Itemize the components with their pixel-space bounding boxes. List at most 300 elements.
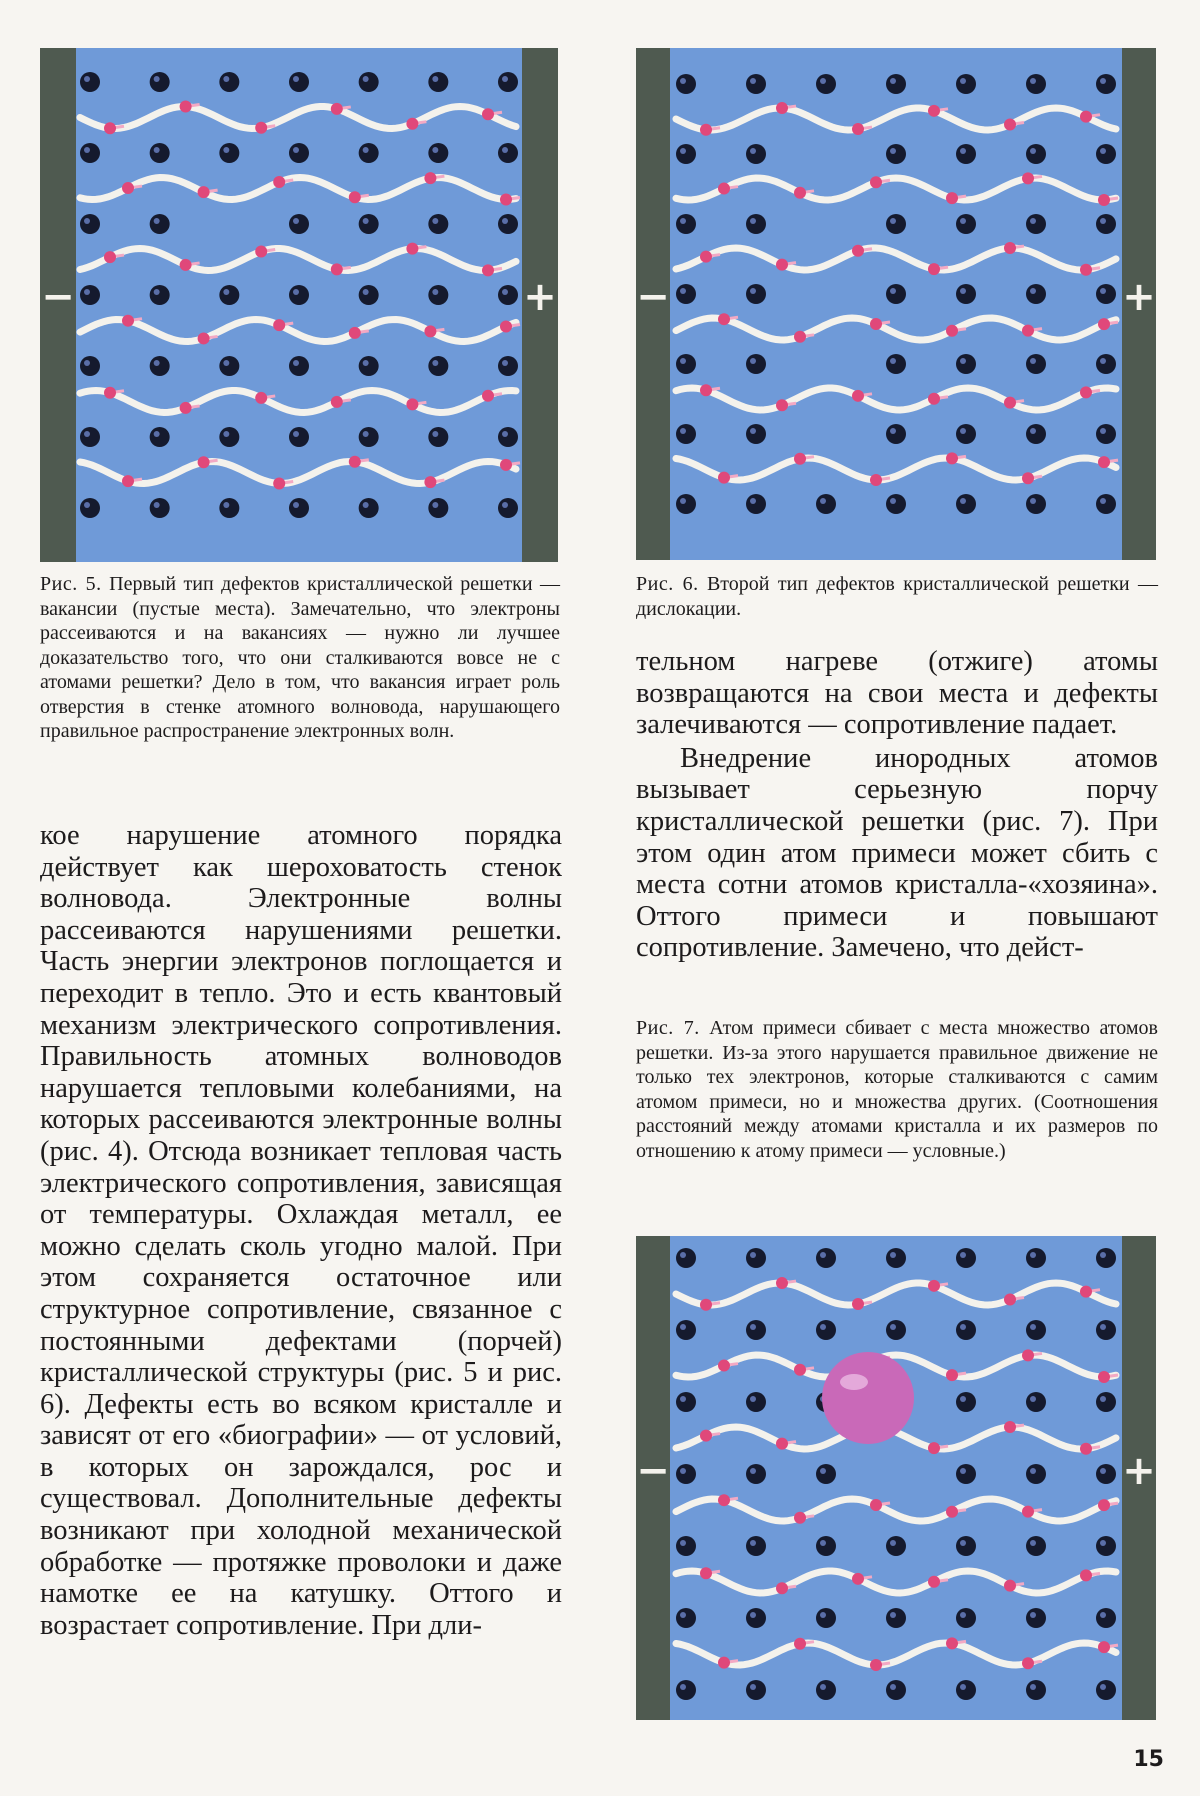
atom-highlight	[363, 218, 369, 224]
lattice-atom	[289, 72, 309, 92]
lattice-atom	[80, 498, 100, 518]
electron	[852, 1298, 864, 1310]
electron	[1004, 1580, 1016, 1592]
electron	[1098, 1641, 1110, 1653]
lattice-atom	[746, 144, 766, 164]
atom-highlight	[960, 1612, 966, 1618]
lattice-atom	[289, 214, 309, 234]
lattice-atom	[676, 494, 696, 514]
atom-highlight	[750, 1252, 756, 1258]
atom-highlight	[960, 1396, 966, 1402]
lattice-atom	[816, 1608, 836, 1628]
electron	[852, 123, 864, 135]
lattice-atom	[498, 285, 518, 305]
electron	[1080, 1569, 1092, 1581]
lattice-atom	[886, 424, 906, 444]
plus-sign: +	[1122, 274, 1156, 320]
electron	[776, 1582, 788, 1594]
electron	[331, 263, 343, 275]
lattice-7	[676, 1248, 1118, 1700]
atom-highlight	[1100, 1252, 1106, 1258]
electron	[928, 105, 940, 117]
electron	[1004, 1421, 1016, 1433]
atom-highlight	[432, 502, 438, 508]
figure-7-caption	[636, 1016, 1158, 1163]
electron	[700, 1299, 712, 1311]
electron	[331, 396, 343, 408]
lattice-5	[80, 72, 520, 518]
atom-highlight	[960, 218, 966, 224]
lattice-atom	[676, 354, 696, 374]
lattice-atom	[886, 1536, 906, 1556]
atom-highlight	[363, 502, 369, 508]
electron	[122, 182, 134, 194]
lattice-atom	[956, 354, 976, 374]
electron	[794, 187, 806, 199]
lattice-atom	[816, 1248, 836, 1268]
atom-highlight	[502, 360, 508, 366]
atom-highlight	[293, 502, 299, 508]
minus-sign: −	[636, 1448, 670, 1494]
lattice-atom	[746, 1608, 766, 1628]
lattice-atom	[1026, 1248, 1046, 1268]
electron	[794, 1638, 806, 1650]
lattice-atom	[219, 285, 239, 305]
electron	[424, 325, 436, 337]
lattice-atom	[1026, 424, 1046, 444]
electron	[700, 124, 712, 136]
electron	[718, 472, 730, 484]
atom-highlight	[293, 431, 299, 437]
lattice-atom	[956, 1392, 976, 1412]
lattice-atom	[498, 498, 518, 518]
electron	[870, 176, 882, 188]
atom-highlight	[293, 360, 299, 366]
lattice-atom	[428, 72, 448, 92]
electron	[1022, 1506, 1034, 1518]
lattice-atom	[1096, 214, 1116, 234]
electron	[273, 176, 285, 188]
lattice-atom	[219, 427, 239, 447]
electron	[104, 387, 116, 399]
electron	[1080, 264, 1092, 276]
atom-highlight	[890, 1684, 896, 1690]
atom-highlight	[502, 502, 508, 508]
atom-highlight	[1030, 218, 1036, 224]
atom-highlight	[432, 76, 438, 82]
lattice-atom	[80, 285, 100, 305]
atom-highlight	[960, 428, 966, 434]
atom-highlight	[960, 1468, 966, 1474]
electron	[349, 456, 361, 468]
lattice-atom	[676, 144, 696, 164]
lattice-atom	[1096, 1680, 1116, 1700]
atom-highlight	[1100, 288, 1106, 294]
lattice-atom	[746, 354, 766, 374]
atom-highlight	[363, 147, 369, 153]
figure-5-caption	[40, 572, 560, 744]
lattice-atom	[498, 72, 518, 92]
atom-highlight	[363, 76, 369, 82]
figure-5-vacancies	[40, 48, 558, 562]
lattice-atom	[886, 354, 906, 374]
lattice-atom	[219, 72, 239, 92]
electron	[198, 456, 210, 468]
plus-sign: +	[1122, 1448, 1156, 1494]
lattice-atom	[956, 214, 976, 234]
caption-text: Атом примеси сбивает с места множество атомов решетки. Из-за этого нарушается правильное движение не только тех электронов, которые сталкиваются с самим атомом примеси, но и множества других. (Соотношения расстояний между атомами кристалла и их размеров по отношению к атому примеси — условные.)	[636, 1017, 1158, 1162]
electron	[349, 327, 361, 339]
electron	[1004, 1294, 1016, 1306]
electron	[1004, 242, 1016, 254]
atom-highlight	[890, 358, 896, 364]
atom-highlight	[1100, 1468, 1106, 1474]
lattice-atom	[816, 1536, 836, 1556]
electron	[104, 122, 116, 134]
lattice-atom	[676, 1536, 696, 1556]
lattice-atom	[1096, 1392, 1116, 1412]
atom-highlight	[750, 428, 756, 434]
lattice-atom	[1026, 214, 1046, 234]
lattice-atom	[886, 144, 906, 164]
atom-highlight	[960, 358, 966, 364]
lattice-atom	[80, 143, 100, 163]
lattice-atom	[1026, 144, 1046, 164]
left-column	[40, 820, 562, 1641]
atom-highlight	[84, 289, 90, 295]
electron	[198, 186, 210, 198]
atom-highlight	[363, 289, 369, 295]
caption-prefix: Рис. 6.	[636, 573, 699, 595]
atom-highlight	[820, 1468, 826, 1474]
atom-highlight	[680, 78, 686, 84]
atom-highlight	[1100, 1684, 1106, 1690]
atom-highlight	[820, 1324, 826, 1330]
atom-highlight	[1030, 1684, 1036, 1690]
atom-highlight	[820, 1612, 826, 1618]
atom-highlight	[502, 289, 508, 295]
atom-highlight	[750, 78, 756, 84]
electron	[122, 315, 134, 327]
lattice-atom	[956, 1680, 976, 1700]
atom-highlight	[363, 431, 369, 437]
atom-highlight	[154, 218, 160, 224]
electron	[852, 1573, 864, 1585]
electron	[794, 1512, 806, 1524]
atom-highlight	[750, 218, 756, 224]
atom-highlight	[293, 218, 299, 224]
caption-text: Первый тип дефектов кристаллической решетки — вакансии (пустые места). Замечательно, что электроны рассеиваются и на вакансиях — нужно ли лучшее доказательство того, что они сталкиваются вовсе не с атомами решетки? Дело в том, что вакансия играет роль отверстия в стенке атомного волновода, нарушающего правильное распространение электронных волн.	[40, 573, 561, 742]
lattice-atom	[1026, 284, 1046, 304]
atom-highlight	[750, 358, 756, 364]
atom-highlight	[154, 431, 160, 437]
electron	[273, 477, 285, 489]
caption-prefix: Рис. 5.	[40, 573, 102, 595]
electron	[1022, 1657, 1034, 1669]
electron	[1004, 119, 1016, 131]
electron	[1098, 456, 1110, 468]
atom-highlight	[154, 147, 160, 153]
lattice-atom	[80, 356, 100, 376]
lattice-atom	[80, 72, 100, 92]
lattice-atom	[498, 427, 518, 447]
atom-highlight	[223, 289, 229, 295]
electron-wave	[676, 1643, 1116, 1665]
plus-sign: +	[523, 274, 557, 320]
electron	[928, 263, 940, 275]
atom-highlight	[1100, 148, 1106, 154]
electron-wave	[676, 108, 1116, 130]
atom-highlight	[293, 147, 299, 153]
lattice-atom	[1026, 1608, 1046, 1628]
electron	[946, 452, 958, 464]
atom-highlight	[223, 360, 229, 366]
caption-text: Второй тип дефектов кристаллической решетки — дислокации.	[636, 573, 1159, 620]
lattice-atom	[359, 143, 379, 163]
electron	[776, 102, 788, 114]
electron	[852, 390, 864, 402]
lattice-atom	[746, 494, 766, 514]
lattice-atom	[746, 284, 766, 304]
lattice-atom	[1096, 1248, 1116, 1268]
atom-highlight	[820, 498, 826, 504]
atom-highlight	[680, 498, 686, 504]
atom-highlight	[890, 78, 896, 84]
atom-highlight	[1030, 78, 1036, 84]
atom-highlight	[293, 76, 299, 82]
atom-highlight	[84, 431, 90, 437]
atom-highlight	[960, 1252, 966, 1258]
lattice-atom	[428, 285, 448, 305]
electron	[794, 453, 806, 465]
lattice-atom	[289, 427, 309, 447]
atom-highlight	[84, 76, 90, 82]
minus-sign: −	[41, 274, 75, 320]
lattice-atom	[676, 284, 696, 304]
lattice-atom	[886, 1608, 906, 1628]
electron	[718, 1360, 730, 1372]
atom-highlight	[1030, 148, 1036, 154]
lattice-atom	[1096, 74, 1116, 94]
lattice-6	[676, 74, 1118, 514]
electron	[482, 264, 494, 276]
page-number: 15	[1133, 1747, 1164, 1772]
lattice-atom	[219, 356, 239, 376]
electron	[928, 393, 940, 405]
lattice-atom	[359, 285, 379, 305]
lattice-atom	[498, 143, 518, 163]
lattice-atom	[746, 1464, 766, 1484]
lattice-atom	[956, 74, 976, 94]
atom-highlight	[890, 498, 896, 504]
atom-highlight	[363, 360, 369, 366]
atom-highlight	[432, 360, 438, 366]
atom-highlight	[750, 1468, 756, 1474]
electron	[1022, 472, 1034, 484]
atom-highlight	[890, 1252, 896, 1258]
atom-highlight	[960, 1684, 966, 1690]
atom-highlight	[84, 502, 90, 508]
atom-highlight	[432, 147, 438, 153]
electron-wave	[80, 107, 516, 129]
electron	[946, 1369, 958, 1381]
lattice-atom	[886, 1320, 906, 1340]
electron	[255, 122, 267, 134]
atom-highlight	[1030, 428, 1036, 434]
atom-highlight	[1030, 358, 1036, 364]
electron-wave	[676, 318, 1116, 340]
minus-sign: −	[636, 274, 670, 320]
lattice-atom	[746, 74, 766, 94]
lattice-atom	[428, 143, 448, 163]
electron-wave	[676, 1283, 1116, 1305]
atom-highlight	[223, 76, 229, 82]
electron	[946, 1506, 958, 1518]
lattice-atom	[1096, 284, 1116, 304]
electron-wave	[676, 458, 1116, 480]
atom-highlight	[960, 78, 966, 84]
lattice-atom	[1096, 1464, 1116, 1484]
figure-6-caption	[636, 572, 1158, 621]
atom-highlight	[502, 76, 508, 82]
lattice-atom	[150, 356, 170, 376]
atom-highlight	[680, 358, 686, 364]
lattice-atom	[956, 1248, 976, 1268]
atom-highlight	[890, 148, 896, 154]
atom-highlight	[820, 1252, 826, 1258]
atom-highlight	[680, 288, 686, 294]
lattice-atom	[1026, 1320, 1046, 1340]
lattice-atom	[1096, 1320, 1116, 1340]
electron	[1022, 1349, 1034, 1361]
lattice-atom	[1026, 494, 1046, 514]
atom-highlight	[1100, 428, 1106, 434]
atom-highlight	[960, 288, 966, 294]
lattice-atom	[1096, 494, 1116, 514]
lattice-atom	[886, 1680, 906, 1700]
atom-highlight	[1030, 1612, 1036, 1618]
lattice-atom	[746, 1680, 766, 1700]
electron	[1098, 1499, 1110, 1511]
impurity-highlight	[840, 1374, 868, 1390]
atom-highlight	[154, 360, 160, 366]
atom-highlight	[680, 148, 686, 154]
electron	[180, 101, 192, 113]
atom-highlight	[1030, 498, 1036, 504]
atom-highlight	[820, 1684, 826, 1690]
atom-highlight	[750, 288, 756, 294]
lattice-atom	[359, 72, 379, 92]
atom-highlight	[750, 1540, 756, 1546]
lattice-atom	[676, 214, 696, 234]
atom-highlight	[223, 431, 229, 437]
electron	[331, 103, 343, 115]
electron	[406, 118, 418, 130]
lattice-atom	[150, 72, 170, 92]
electron	[776, 259, 788, 271]
electron-wave	[80, 462, 516, 484]
electron	[870, 1659, 882, 1671]
atom-highlight	[680, 1396, 686, 1402]
electron-wave	[676, 1571, 1116, 1593]
atom-highlight	[960, 498, 966, 504]
atom-highlight	[1030, 1468, 1036, 1474]
lattice-atom	[150, 143, 170, 163]
electron	[406, 243, 418, 255]
atom-highlight	[154, 502, 160, 508]
figure-6-dislocations	[636, 48, 1156, 560]
electron	[180, 259, 192, 271]
lattice-atom	[746, 214, 766, 234]
lattice-atom	[886, 214, 906, 234]
electron	[870, 318, 882, 330]
electron	[122, 475, 134, 487]
atom-highlight	[1100, 1324, 1106, 1330]
electron-wave	[676, 1499, 1116, 1521]
electron-wave	[676, 248, 1116, 270]
electron	[349, 191, 361, 203]
electron	[1022, 172, 1034, 184]
lattice-atom	[1096, 144, 1116, 164]
electron	[870, 474, 882, 486]
lattice-atom	[1026, 1680, 1046, 1700]
lattice-atom	[886, 74, 906, 94]
lattice-atom	[150, 427, 170, 447]
electron-wave	[80, 249, 516, 271]
atom-highlight	[750, 1684, 756, 1690]
atom-highlight	[750, 498, 756, 504]
atom-highlight	[1030, 1396, 1036, 1402]
electron	[1080, 1443, 1092, 1455]
electron	[1080, 1286, 1092, 1298]
atom-highlight	[1100, 1540, 1106, 1546]
lattice-atom	[1096, 1608, 1116, 1628]
atom-highlight	[432, 218, 438, 224]
electron	[1080, 111, 1092, 123]
lattice-atom	[1096, 1536, 1116, 1556]
atom-highlight	[890, 1324, 896, 1330]
electron	[180, 402, 192, 414]
electron	[700, 384, 712, 396]
atom-highlight	[890, 218, 896, 224]
electron-wave	[80, 320, 516, 342]
atom-highlight	[502, 431, 508, 437]
lattice-atom	[956, 1608, 976, 1628]
electron	[946, 1637, 958, 1649]
atom-highlight	[502, 218, 508, 224]
lattice-atom	[816, 1320, 836, 1340]
impurity-atom	[822, 1352, 914, 1444]
electron	[1098, 194, 1110, 206]
lattice-atom	[676, 1608, 696, 1628]
lattice-atom	[359, 214, 379, 234]
lattice-atom	[746, 1536, 766, 1556]
lattice-atom	[1026, 354, 1046, 374]
lattice-atom	[676, 1464, 696, 1484]
atom-highlight	[502, 147, 508, 153]
lattice-atom	[676, 1680, 696, 1700]
lattice-atom	[956, 424, 976, 444]
electron	[794, 331, 806, 343]
electron	[946, 325, 958, 337]
electron	[500, 193, 512, 205]
electron	[500, 320, 512, 332]
atom-highlight	[1030, 1540, 1036, 1546]
right-column	[636, 646, 1158, 964]
electron	[718, 313, 730, 325]
electron	[928, 1442, 940, 1454]
lattice-atom	[219, 498, 239, 518]
